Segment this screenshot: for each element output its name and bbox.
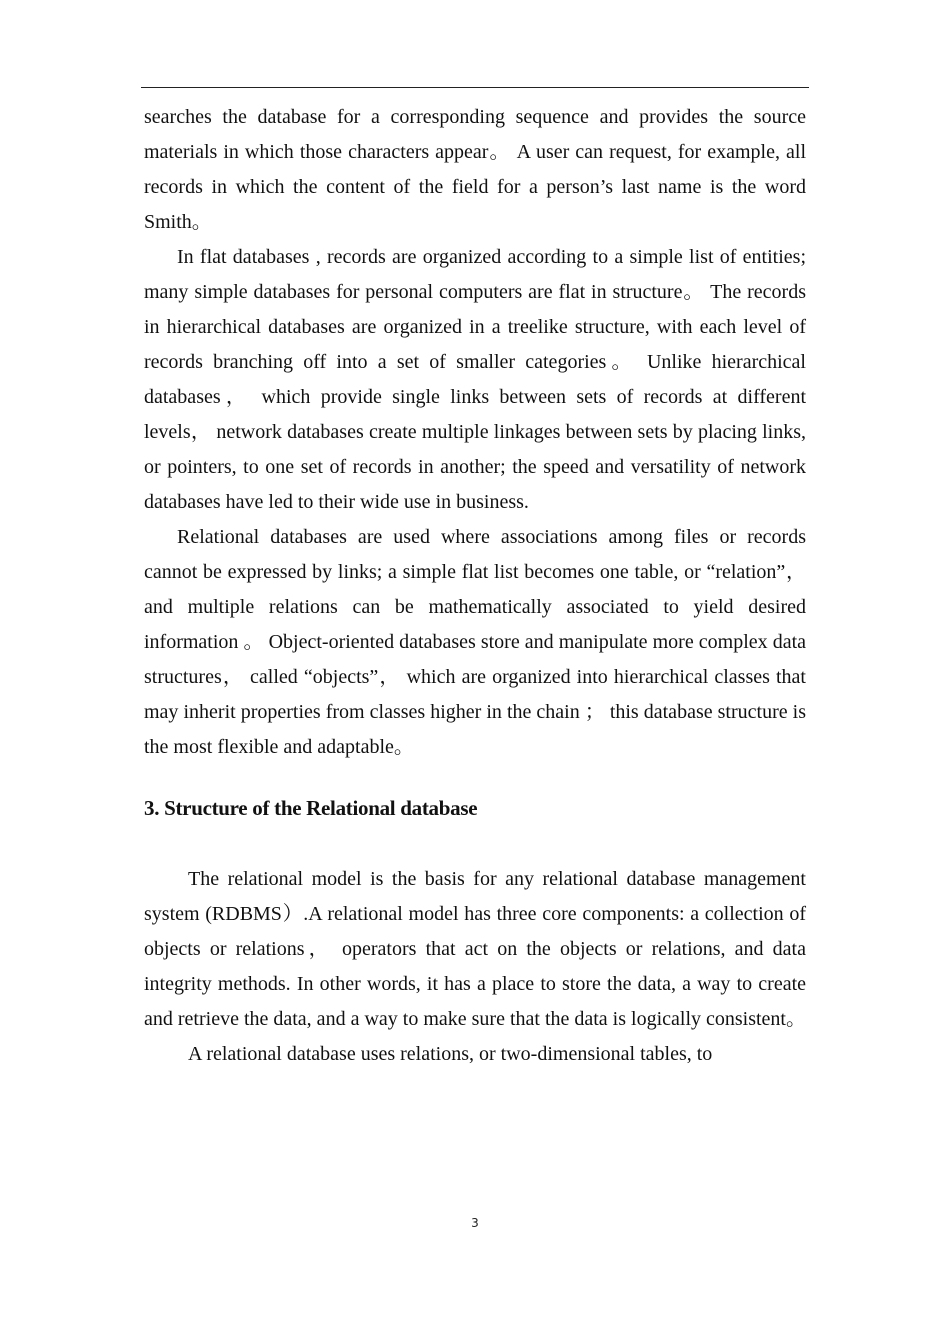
paragraph-flat-databases: In flat databases , records are organized according to a simple list of entities; many simple databases for personal computers are flat in structure。 The records in hierarchical databases are organized in a treelike structure, with each level of records branching off into a set of smaller categories。 Unlike hierarchical databases， which provide single links between sets of records at different levels， network databases create multiple linkages between sets by placing links, or pointers, to one set of records in another; the speed and versatility of network databases have led to their wide use in business.	[144, 246, 806, 513]
header-rule	[141, 87, 809, 88]
page-number: 3	[471, 1216, 479, 1230]
paragraph-relational-tables: A relational database uses relations, or two-dimensional tables, to	[188, 1043, 713, 1065]
section-heading: 3. Structure of the Relational database	[144, 796, 478, 820]
paragraph-continued: searches the database for a corresponding sequence and provides the source materials in which those characters appear。 A user can request, for example, all records in which the content of the field for a person’s last name is the word Smith。	[144, 106, 806, 233]
document-body	[144, 100, 806, 1072]
paragraph-relational-databases: Relational databases are used where associations among files or records cannot be expressed by links; a simple flat list becomes one table, or “relation”， and multiple relations can be mathematically associated to yield desired information 。 Object-oriented databases store and manipulate more complex data structures， called “objects”， which are organized into hierarchical classes that may inherit properties from classes higher in the chain ； this database structure is the most flexible and adaptable。	[144, 526, 806, 758]
section-spacer	[144, 826, 806, 862]
paragraph-relational-model: The relational model is the basis for any relational database management system (RDBMS）.A relational model has three core components: a collection of objects or relations， operators that act on the objects or relations, and data integrity methods. In other words, it has a place to store the data, a way to create and retrieve the data, and a way to make sure that the data is logically consistent。	[144, 868, 806, 1030]
